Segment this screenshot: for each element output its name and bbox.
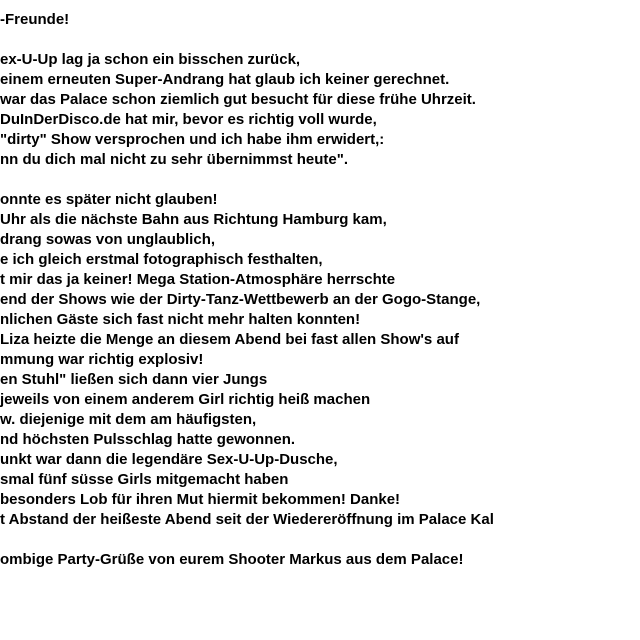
text-line: en Stuhl" ließen sich dann vier Jungs	[0, 371, 268, 388]
text-line: drang sowas von unglaublich,	[0, 231, 216, 248]
text-line: nd höchsten Pulsschlag hatte gewonnen.	[0, 431, 296, 448]
text-line: t Abstand der heißeste Abend seit der Wiedereröffnung im Palace Kal	[0, 511, 494, 528]
text-line: einem erneuten Super-Andrang hat glaub ich keiner gerechnet.	[0, 71, 450, 88]
text-line: -Freunde!	[0, 11, 70, 28]
text-line: e ich gleich erstmal fotographisch festhalten,	[0, 251, 323, 268]
text-line: "dirty" Show versprochen und ich habe ihm erwidert,:	[0, 131, 385, 148]
text-line: jeweils von einem anderem Girl richtig heiß machen	[0, 391, 371, 408]
text-line: besonders Lob für ihren Mut hiermit bekommen! Danke!	[0, 491, 401, 508]
document-page	[0, 10, 640, 630]
text-line: w. diejenige mit dem am häufigsten,	[0, 411, 257, 428]
text-line: mmung war richtig explosiv!	[0, 351, 204, 368]
text-line: nlichen Gäste sich fast nicht mehr halten konnten!	[0, 311, 361, 328]
text-line: onnte es später nicht glauben!	[0, 191, 218, 208]
text-line: Liza heizte die Menge an diesem Abend bei fast allen Show's auf	[0, 331, 459, 348]
text-line: smal fünf süsse Girls mitgemacht haben	[0, 471, 289, 488]
text-line: t mir das ja keiner! Mega Station-Atmosphäre herrschte	[0, 271, 396, 288]
text-line: DuInDerDisco.de hat mir, bevor es richtig voll wurde,	[0, 111, 377, 128]
text-line: ombige Party-Grüße von eurem Shooter Markus aus dem Palace!	[0, 551, 464, 568]
text-line: Uhr als die nächste Bahn aus Richtung Hamburg kam,	[0, 211, 387, 228]
text-line: war das Palace schon ziemlich gut besucht für diese frühe Uhrzeit.	[0, 91, 476, 108]
text-line: nn du dich mal nicht zu sehr übernimmst heute".	[0, 151, 348, 168]
text-line: unkt war dann die legendäre Sex-U-Up-Dusche,	[0, 451, 338, 468]
text-line: ex-U-Up lag ja schon ein bisschen zurück,	[0, 51, 301, 68]
text-line: end der Shows wie der Dirty-Tanz-Wettbewerb an der Gogo-Stange,	[0, 291, 481, 308]
